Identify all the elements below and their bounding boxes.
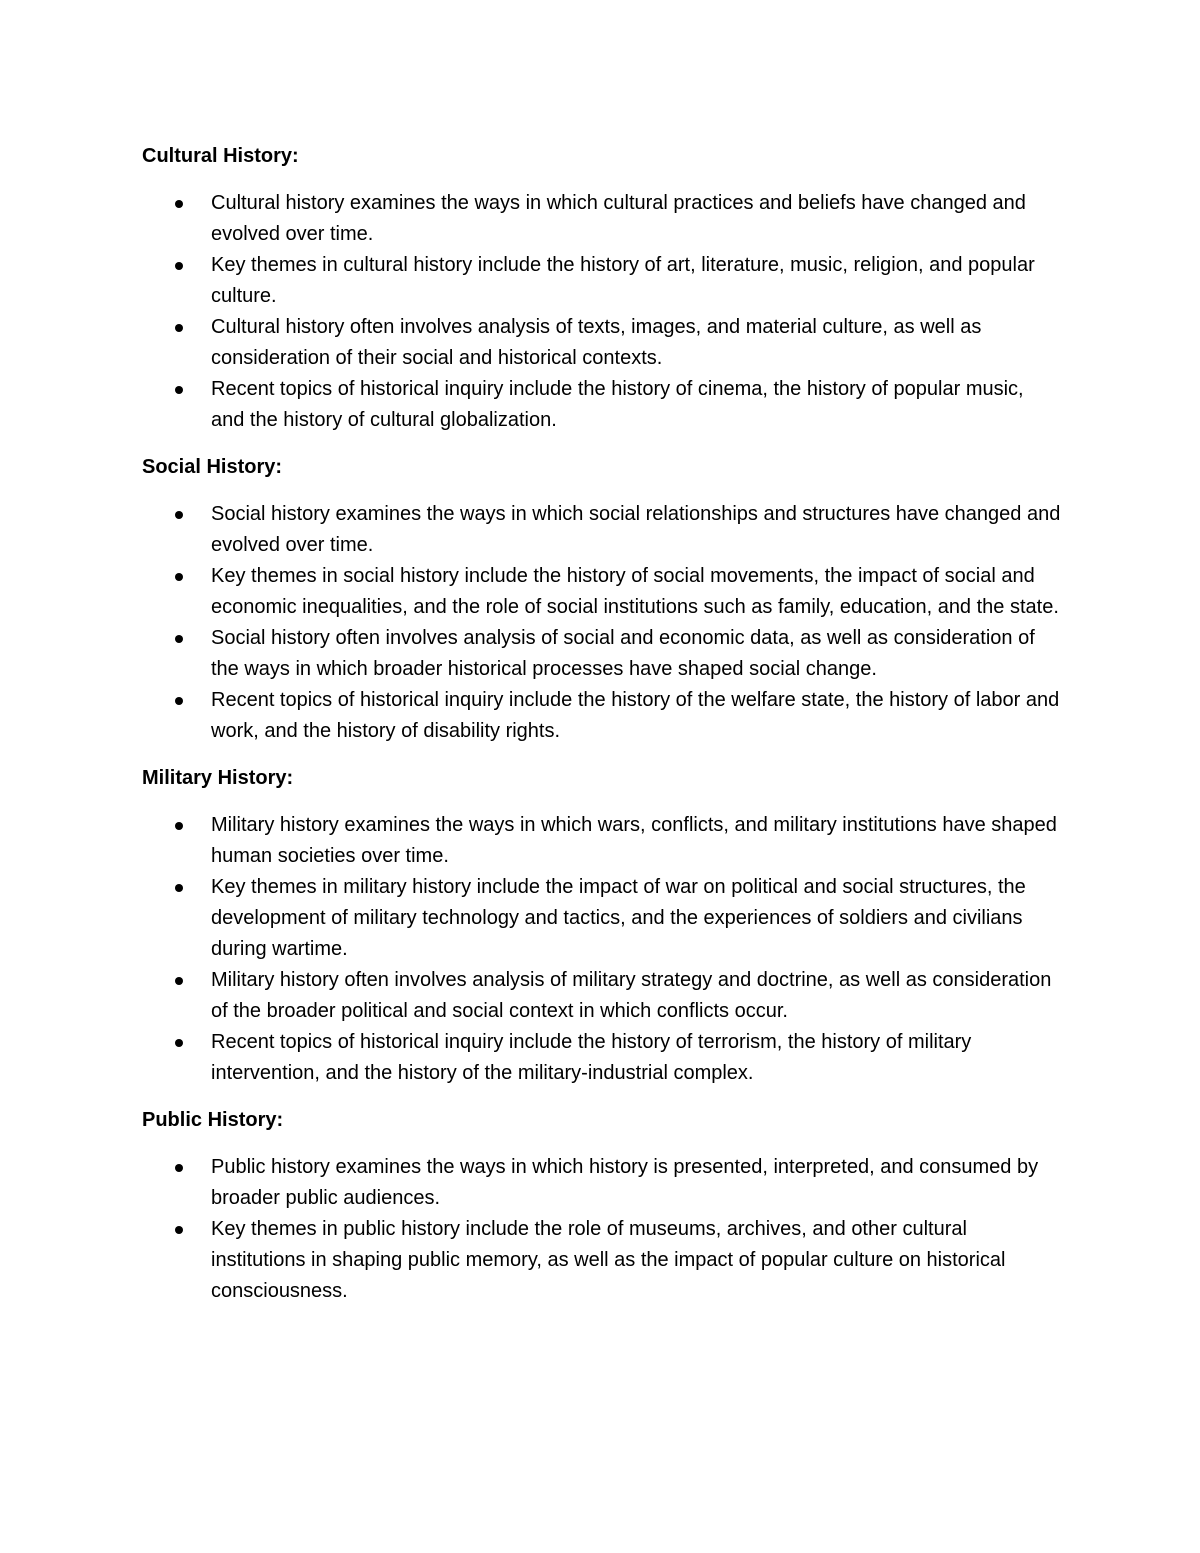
- bullet-icon: [175, 573, 183, 581]
- list-item-text: Recent topics of historical inquiry include the history of terrorism, the history of military intervention, and the history of the military-industrial complex.: [211, 1031, 972, 1084]
- bullet-icon: [175, 822, 183, 830]
- list-item-text: Recent topics of historical inquiry include the history of cinema, the history of popular music, and the history of cultural globalization.: [211, 378, 1024, 431]
- bullet-icon: [175, 697, 183, 705]
- bullet-icon: [175, 635, 183, 643]
- list-item: [142, 1214, 1062, 1307]
- bullet-icon: [175, 324, 183, 332]
- section-heading-military-history: Military History:: [142, 767, 294, 789]
- list-item-text: Military history often involves analysis of military strategy and doctrine, as well as consideration of the broader political and social context in which conflicts occur.: [211, 969, 1052, 1022]
- bullet-list-social-history: [142, 499, 1062, 747]
- list-item: [142, 499, 1062, 561]
- list-item: [142, 1152, 1062, 1214]
- list-item-text: Social history often involves analysis of social and economic data, as well as consideration of the ways in which broader historical processes have shaped social change.: [211, 627, 1035, 680]
- bullet-icon: [175, 977, 183, 985]
- list-item-text: Military history examines the ways in which wars, conflicts, and military institutions have shaped human societies over time.: [211, 814, 1057, 867]
- list-item-text: Social history examines the ways in which social relationships and structures have changed and evolved over time.: [211, 503, 1061, 556]
- bullet-icon: [175, 884, 183, 892]
- document-body: [142, 141, 1062, 1323]
- bullet-list-military-history: [142, 810, 1062, 1089]
- list-item: [142, 374, 1062, 436]
- list-item-text: Recent topics of historical inquiry include the history of the welfare state, the history of labor and work, and the history of disability rights.: [211, 689, 1060, 742]
- list-item: [142, 872, 1062, 965]
- section-heading-public-history: Public History:: [142, 1109, 284, 1131]
- bullet-icon: [175, 1164, 183, 1172]
- section-heading-cultural-history: Cultural History:: [142, 145, 299, 167]
- list-item-text: Cultural history often involves analysis of texts, images, and material culture, as well as consideration of their social and historical contexts.: [211, 316, 982, 369]
- list-item: [142, 312, 1062, 374]
- bullet-icon: [175, 1039, 183, 1047]
- bullet-icon: [175, 1226, 183, 1234]
- bullet-list-cultural-history: [142, 188, 1062, 436]
- list-item-text: Public history examines the ways in which history is presented, interpreted, and consumed by broader public audiences.: [211, 1156, 1039, 1209]
- list-item: [142, 810, 1062, 872]
- bullet-icon: [175, 386, 183, 394]
- list-item: [142, 623, 1062, 685]
- bullet-icon: [175, 511, 183, 519]
- list-item: [142, 965, 1062, 1027]
- list-item: [142, 561, 1062, 623]
- bullet-icon: [175, 200, 183, 208]
- list-item: [142, 1027, 1062, 1089]
- list-item-text: Key themes in cultural history include the history of art, literature, music, religion, and popular culture.: [211, 254, 1035, 307]
- bullet-icon: [175, 262, 183, 270]
- bullet-list-public-history: [142, 1152, 1062, 1307]
- list-item-text: Key themes in social history include the history of social movements, the impact of social and economic inequalities, and the role of social institutions such as family, education, and the state.: [211, 565, 1059, 618]
- list-item-text: Cultural history examines the ways in which cultural practices and beliefs have changed and evolved over time.: [211, 192, 1026, 245]
- list-item: [142, 685, 1062, 747]
- list-item-text: Key themes in public history include the role of museums, archives, and other cultural institutions in shaping public memory, as well as the impact of popular culture on historical consciousness.: [211, 1218, 1006, 1302]
- section-heading-social-history: Social History:: [142, 456, 283, 478]
- list-item: [142, 188, 1062, 250]
- list-item-text: Key themes in military history include the impact of war on political and social structures, the development of military technology and tactics, and the experiences of soldiers and civilians during wartime.: [211, 876, 1026, 960]
- list-item: [142, 250, 1062, 312]
